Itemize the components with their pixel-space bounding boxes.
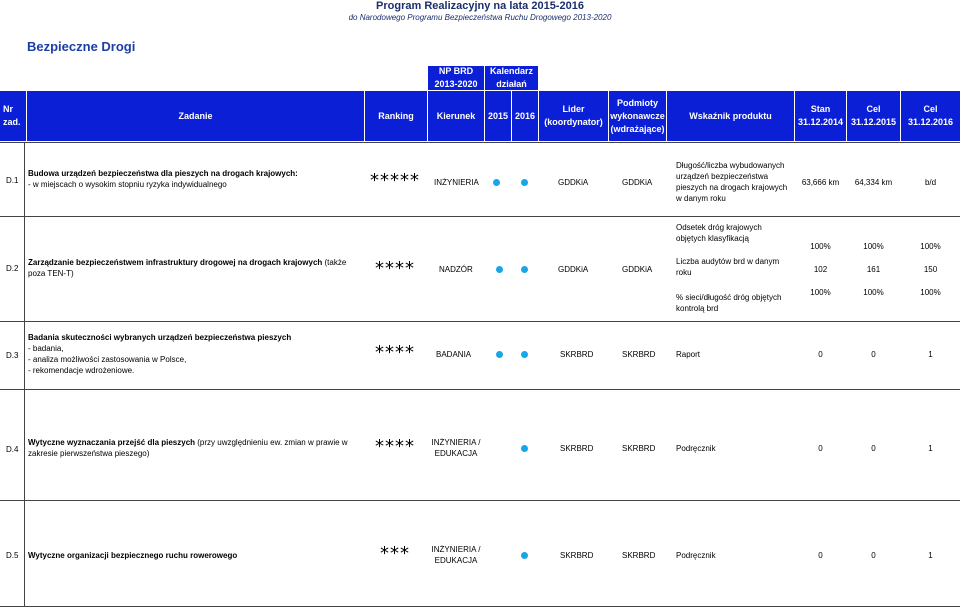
indicator-cel-2016: 1 xyxy=(928,349,933,359)
lider: SKRBRD xyxy=(560,443,594,453)
header-kierunek: Kierunek xyxy=(428,91,484,141)
row-separator xyxy=(0,500,960,501)
row-separator xyxy=(0,321,960,322)
header-cel-2016: Cel 31.12.2016 xyxy=(901,91,960,141)
ranking-stars: **** xyxy=(375,341,415,363)
indicator-label: % sieci/długość dróg objętych kontrolą brd xyxy=(676,293,782,313)
header-lider: Lider (koordynator) xyxy=(539,91,608,141)
indicator-cel-2015: 100% xyxy=(863,287,884,297)
task-number: D.1 xyxy=(6,175,19,185)
task-detail: (także poza TEN-T) xyxy=(28,258,347,278)
indicator-cel-2015: 161 xyxy=(866,264,881,274)
indicator-cel-2016: 1 xyxy=(928,550,933,560)
section-title: Bezpieczne Drogi xyxy=(27,39,136,54)
podmioty: GDDKiA xyxy=(622,177,653,187)
header-ranking: Ranking xyxy=(365,91,427,141)
task-title: Wytyczne wyznaczania przejść dla pieszych xyxy=(28,438,196,447)
row-separator xyxy=(0,216,960,217)
header-nr: Nr zad. xyxy=(0,91,26,141)
calendar-2016-dot xyxy=(521,351,528,358)
lider: SKRBRD xyxy=(560,349,594,359)
podmioty: SKRBRD xyxy=(622,349,656,359)
header-zadanie: Zadanie xyxy=(27,91,364,141)
indicator-label: Liczba audytów brd w danym roku xyxy=(676,257,780,277)
ranking-stars: **** xyxy=(375,257,415,279)
indicator-stan: 0 xyxy=(818,550,823,560)
ranking-stars: *** xyxy=(380,542,410,564)
task-title: Badania skuteczności wybranych urządzeń bezpieczeństwa pieszych xyxy=(28,333,292,342)
task-description xyxy=(28,437,348,459)
calendar-2016-dot xyxy=(521,445,528,452)
task-number: D.2 xyxy=(6,263,19,273)
task-description xyxy=(28,257,358,279)
header-2016: 2016 xyxy=(512,91,538,141)
calendar-2016-dot xyxy=(521,552,528,559)
header-kalendarz: Kalendarz działań xyxy=(485,66,538,90)
indicator-cel-2015: 0 xyxy=(871,443,876,453)
indicator-cel-2015: 0 xyxy=(871,550,876,560)
indicator-stan: 102 xyxy=(813,264,828,274)
podmioty: SKRBRD xyxy=(622,443,656,453)
header-cel-2015: Cel 31.12.2015 xyxy=(847,91,900,141)
kierunek: INŻYNIERIA / EDUKACJA xyxy=(431,438,481,458)
task-title: Zarządzanie bezpieczeństwem infrastruktury drogowej na drogach krajowych xyxy=(28,258,323,267)
podmioty: SKRBRD xyxy=(622,550,656,560)
task-line: - badania, xyxy=(28,344,64,353)
indicator-cel-2016: b/d xyxy=(924,177,937,187)
task-title: Budowa urządzeń bezpieczeństwa dla pieszych na drogach krajowych: xyxy=(28,169,298,178)
indicator-label: Raport xyxy=(676,349,701,359)
indicator-stan: 0 xyxy=(818,349,823,359)
task-number: D.4 xyxy=(6,444,19,454)
header-stan: Stan 31.12.2014 xyxy=(795,91,846,141)
document-title: Program Realizacyjny na lata 2015-2016 xyxy=(376,0,584,12)
task-line: - analiza możliwości zastosowania w Polsce, xyxy=(28,355,187,364)
indicator-label: Podręcznik xyxy=(676,443,716,453)
indicator-label: Odsetek dróg krajowych objętych klasyfikacją xyxy=(676,223,762,243)
lider: SKRBRD xyxy=(560,550,594,560)
indicator-stan: 63,666 km xyxy=(801,177,840,187)
indicator-label: Długość/liczba wybudowanych urządzeń bezpieczeństwa pieszych na drogach krajowych w danym roku xyxy=(676,161,788,203)
task-number: D.5 xyxy=(6,550,19,560)
task-detail: (przy uwzględnieniu ew. zmian w prawie w zakresie pierwszeństwa pieszego) xyxy=(28,438,348,458)
calendar-2016-dot xyxy=(521,179,528,186)
lider: GDDKiA xyxy=(558,264,589,274)
kierunek: INŻYNIERIA xyxy=(434,177,479,187)
indicator-cel-2016: 1 xyxy=(928,443,933,453)
task-number: D.3 xyxy=(6,350,19,360)
header-wskaznik: Wskaźnik produktu xyxy=(667,91,794,141)
calendar-2015-dot xyxy=(496,351,503,358)
header-np-brd: NP BRD 2013-2020 xyxy=(428,66,484,90)
indicator-stan: 100% xyxy=(810,241,831,251)
task-description xyxy=(28,168,358,190)
task-description xyxy=(28,332,358,376)
podmioty: GDDKiA xyxy=(622,264,653,274)
indicator-cel-2015: 100% xyxy=(863,241,884,251)
task-detail: - w miejscach o wysokim stopniu ryzyka indywidualnego xyxy=(28,180,227,189)
task-title: Wytyczne organizacji bezpiecznego ruchu rowerowego xyxy=(28,550,238,560)
indicator-cel-2016: 100% xyxy=(920,287,941,297)
document-subtitle: do Narodowego Programu Bezpieczeństwa Ruchu Drogowego 2013-2020 xyxy=(348,13,612,22)
lider: GDDKiA xyxy=(558,177,589,187)
calendar-2016-dot xyxy=(521,266,528,273)
indicator-cel-2016: 100% xyxy=(920,241,941,251)
calendar-2015-dot xyxy=(496,266,503,273)
indicator-label: Podręcznik xyxy=(676,550,716,560)
indicator-stan: 100% xyxy=(810,287,831,297)
indicator-cel-2015: 64,334 km xyxy=(854,177,893,187)
kierunek: BADANIA xyxy=(436,349,472,359)
indicator-cel-2016: 150 xyxy=(923,264,938,274)
indicator-stan: 0 xyxy=(818,443,823,453)
row-separator xyxy=(0,142,960,143)
column-separator xyxy=(24,143,25,607)
kierunek: NADZÓR xyxy=(439,264,473,274)
ranking-stars: **** xyxy=(375,435,415,457)
calendar-2015-dot xyxy=(493,179,500,186)
ranking-stars: ***** xyxy=(370,169,420,191)
header-podmioty: Podmioty wykonawcze (wdrażające) xyxy=(609,91,666,141)
header-2015: 2015 xyxy=(485,91,511,141)
task-line: - rekomendacje wdrożeniowe. xyxy=(28,366,135,375)
indicator-cel-2015: 0 xyxy=(871,349,876,359)
kierunek: INŻYNIERIA / EDUKACJA xyxy=(431,545,481,565)
row-separator xyxy=(0,389,960,390)
